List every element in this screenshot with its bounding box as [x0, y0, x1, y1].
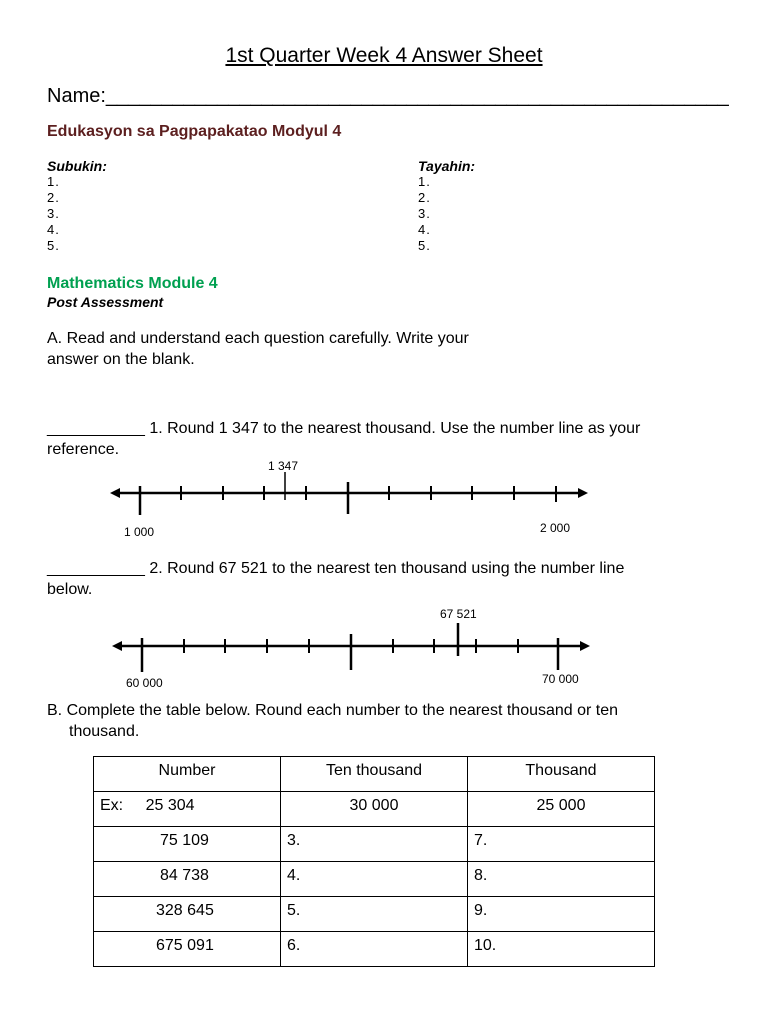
header-ten-thousand: Ten thousand [281, 757, 468, 792]
instruction-line: thousand. [69, 723, 140, 740]
answer-cell[interactable]: 5. [281, 897, 468, 932]
subukin-column [47, 158, 107, 254]
number-cell: 675 091 [94, 932, 281, 967]
page-title: 1st Quarter Week 4 Answer Sheet [225, 44, 543, 67]
arrow-left-icon [112, 641, 122, 651]
example-number-cell [94, 792, 281, 827]
example-number: 25 304 [145, 797, 195, 814]
name-field-label[interactable]: Name:________________________________________________________ [47, 85, 729, 107]
question-2 [47, 558, 624, 600]
tayahin-item: 3. [418, 206, 431, 221]
question-1-text: ___________ 1. Round 1 347 to the nearest thousand. Use the number line as your [47, 420, 641, 437]
subukin-item: 5. [47, 238, 60, 253]
instruction-line: A. Read and understand each question carefully. Write your [47, 330, 469, 347]
nl2-start-label: 60 000 [126, 676, 163, 690]
subukin-item: 1. [47, 174, 60, 189]
question-2-text: below. [47, 581, 93, 598]
answer-cell[interactable]: 9. [468, 897, 655, 932]
tayahin-item: 2. [418, 190, 431, 205]
answer-cell[interactable]: 7. [468, 827, 655, 862]
example-ten-thousand: 30 000 [281, 792, 468, 827]
nl2-end-label: 70 000 [542, 672, 579, 686]
number-cell: 84 738 [94, 862, 281, 897]
post-assessment-label: Post Assessment [47, 294, 164, 310]
instruction-line: B. Complete the table below. Round each number to the nearest thousand or ten [47, 702, 619, 719]
arrow-right-icon [580, 641, 590, 651]
tayahin-item: 1. [418, 174, 431, 189]
answer-cell[interactable]: 3. [281, 827, 468, 862]
number-cell: 328 645 [94, 897, 281, 932]
tayahin-item: 5. [418, 238, 431, 253]
subukin-item: 4. [47, 222, 60, 237]
question-1 [47, 418, 640, 460]
example-prefix: Ex: [100, 797, 124, 814]
table-row [94, 827, 655, 862]
table-row [94, 862, 655, 897]
part-b-instruction [47, 700, 618, 742]
header-thousand: Thousand [468, 757, 655, 792]
header-number: Number [94, 757, 281, 792]
esp-heading: Edukasyon sa Pagpapakatao Modyul 4 [47, 123, 342, 140]
table-row [94, 932, 655, 967]
table-row [94, 897, 655, 932]
answer-cell[interactable]: 6. [281, 932, 468, 967]
arrow-left-icon [110, 488, 120, 498]
nl1-start-label: 1 000 [124, 525, 155, 539]
nl1-end-label: 2 000 [540, 521, 571, 535]
table-row-example [94, 792, 655, 827]
table-header-row [94, 757, 655, 792]
example-thousand: 25 000 [468, 792, 655, 827]
tayahin-item: 4. [418, 222, 431, 237]
math-heading: Mathematics Module 4 [47, 275, 218, 292]
answer-cell[interactable]: 10. [468, 932, 655, 967]
question-2-text: ___________ 2. Round 67 521 to the nearest ten thousand using the number line [47, 560, 625, 577]
nl2-marker-label: 67 521 [440, 607, 477, 621]
tayahin-column [418, 158, 475, 254]
subukin-label: Subukin: [47, 158, 107, 174]
number-line-1 [110, 470, 590, 520]
answer-cell[interactable]: 8. [468, 862, 655, 897]
part-a-instruction [47, 328, 469, 370]
number-line-2 [112, 620, 592, 675]
question-1-text: reference. [47, 441, 120, 458]
instruction-line: answer on the blank. [47, 351, 195, 368]
arrow-right-icon [578, 488, 588, 498]
nl1-marker-label: 1 347 [268, 459, 299, 473]
subukin-item: 2. [47, 190, 60, 205]
rounding-table [93, 756, 655, 967]
number-cell: 75 109 [94, 827, 281, 862]
subukin-item: 3. [47, 206, 60, 221]
tayahin-label: Tayahin: [418, 158, 476, 174]
answer-cell[interactable]: 4. [281, 862, 468, 897]
